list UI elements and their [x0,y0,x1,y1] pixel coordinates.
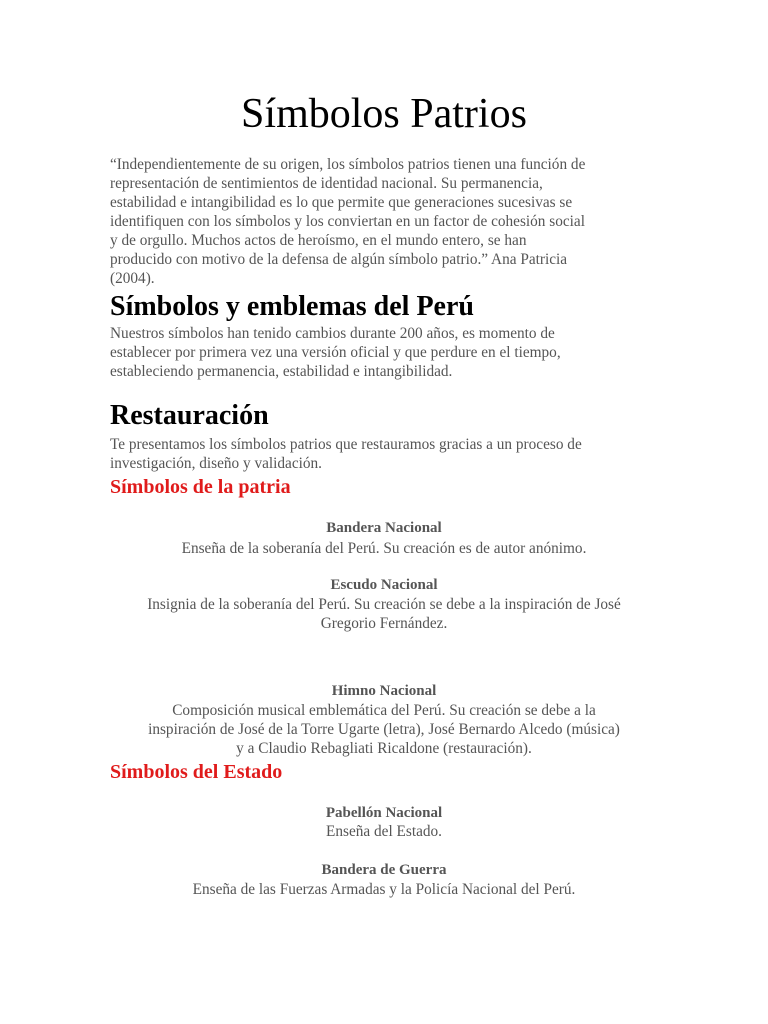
emblems-paragraph [110,324,665,381]
intro-line: y de orgullo. Muchos actos de heroísmo, en el mundo entero, se han [110,232,527,249]
item-title-pabellon: Pabellón Nacional [325,805,443,821]
estado-heading: Símbolos del Estado [110,761,283,783]
restoration-line: investigación, diseño y validación. [110,455,322,472]
item-desc-pabellon [0,822,768,841]
restoration-paragraph [110,435,665,473]
item-desc-bandera [0,539,768,558]
item-title-himno: Himno Nacional [331,683,437,699]
page-title: Símbolos Patrios [241,91,527,137]
emblems-line: estableciendo permanencia, estabilidad e intangibilidad. [110,363,453,380]
item-desc-line: Enseña de las Fuerzas Armadas y la Policía Nacional del Perú. [192,881,576,898]
emblems-heading: Símbolos y emblemas del Perú [110,291,474,322]
intro-quote [110,155,665,288]
item-desc-himno [0,701,768,758]
emblems-line: establecer por primera vez una versión oficial y que perdure en el tiempo, [110,344,561,361]
item-desc-line: Composición musical emblemática del Perú. Su creación se debe a la [172,702,596,719]
patria-heading: Símbolos de la patria [110,476,291,498]
intro-line: “Independientemente de su origen, los símbolos patrios tienen una función de [110,156,586,173]
item-desc-line: Enseña del Estado. [326,823,442,840]
emblems-line: Nuestros símbolos han tenido cambios durante 200 años, es momento de [110,325,555,342]
item-desc-bandera-guerra [0,880,768,899]
intro-line: identifiquen con los símbolos y los conviertan en un factor de cohesión social [110,213,585,230]
item-title-escudo: Escudo Nacional [330,577,438,593]
item-desc-escudo [0,595,768,633]
restoration-heading: Restauración [110,400,269,431]
item-title-bandera: Bandera Nacional [326,520,442,536]
intro-line: (2004). [110,270,155,287]
item-desc-line: Insignia de la soberanía del Perú. Su creación se debe a la inspiración de José [147,596,621,613]
item-desc-line: Enseña de la soberanía del Perú. Su creación es de autor anónimo. [181,540,587,557]
item-desc-line: inspiración de José de la Torre Ugarte (letra), José Bernardo Alcedo (música) [148,721,620,738]
intro-line: estabilidad e intangibilidad es lo que permite que generaciones sucesivas se [110,194,573,211]
intro-line: producido con motivo de la defensa de algún símbolo patrio.” Ana Patricia [110,251,568,268]
item-title-bandera-guerra: Bandera de Guerra [321,862,447,878]
restoration-line: Te presentamos los símbolos patrios que restauramos gracias a un proceso de [110,436,582,453]
intro-line: representación de sentimientos de identidad nacional. Su permanencia, [110,175,543,192]
item-desc-line: y a Claudio Rebagliati Ricaldone (restauración). [236,740,532,757]
item-desc-line: Gregorio Fernández. [320,615,448,632]
